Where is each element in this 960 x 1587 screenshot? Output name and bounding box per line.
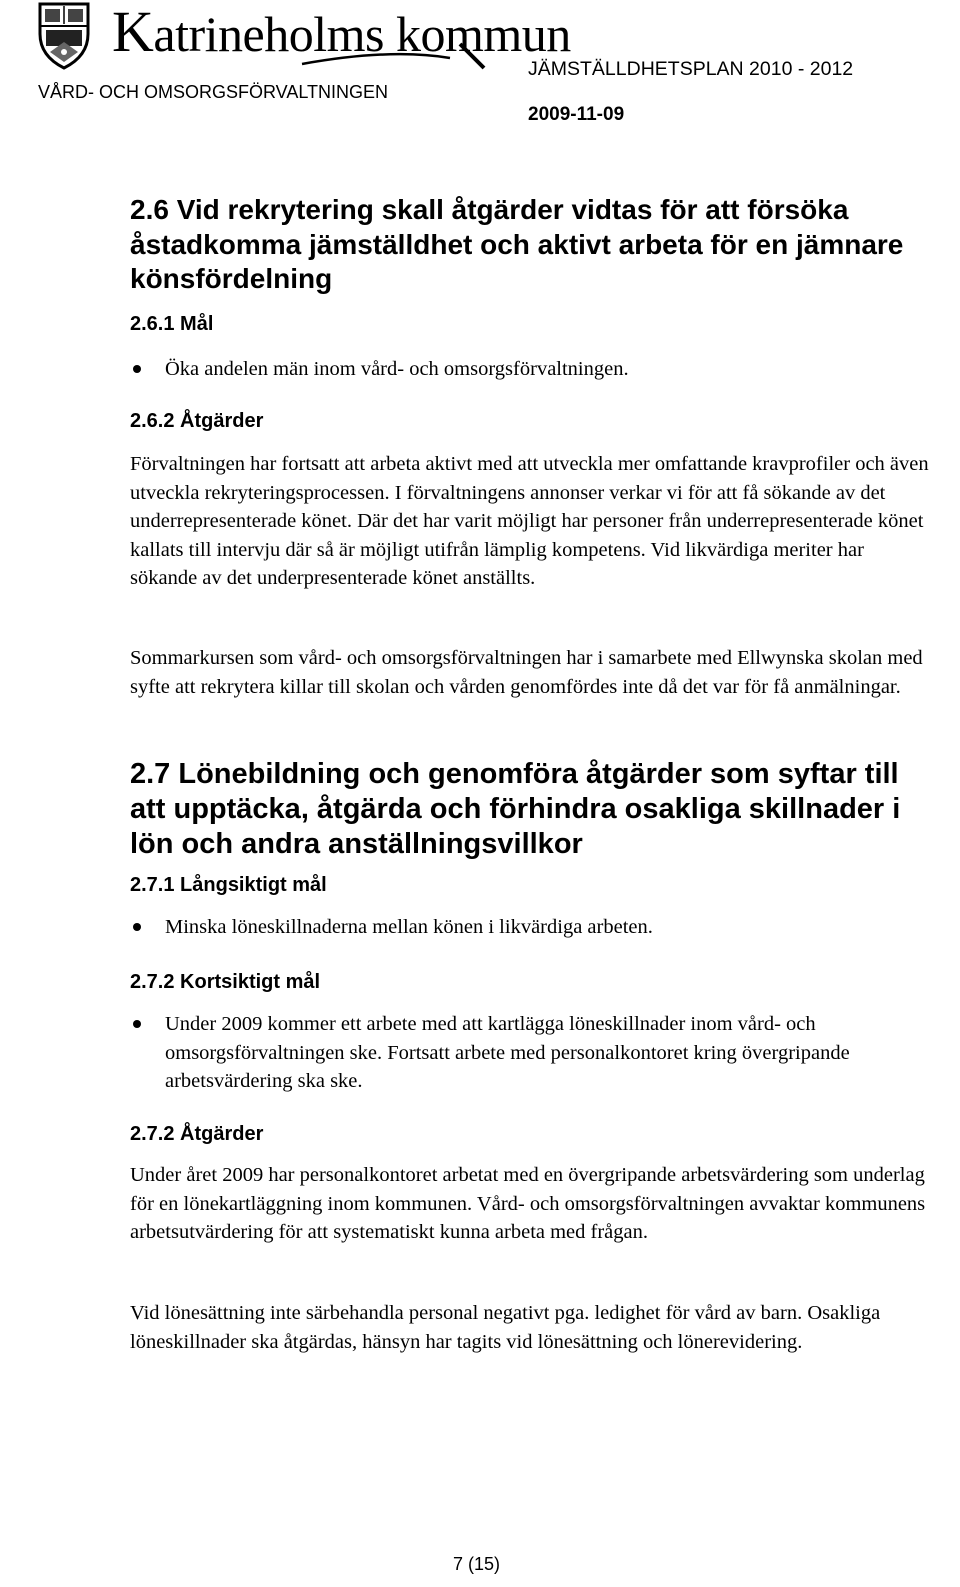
- municipality-name-logo: Katrineholms kommun: [112, 0, 571, 64]
- department-name: VÅRD- OCH OMSORGSFÖRVALTNINGEN: [38, 82, 389, 102]
- subheading-2-6-2: 2.6.2 Åtgärder: [130, 410, 264, 432]
- list-item: Under 2009 kommer ett arbete med att kartlägga löneskillnader inom vård- och omsorgsförvaltningen ske. Fortsatt arbete med personalkontoret kring övergripande arbetsvärdering ska ske.: [165, 1013, 850, 1092]
- subheading-2-7-2-actions: 2.7.2 Åtgärder: [130, 1123, 264, 1145]
- subheading-2-7-2: 2.7.2 Kortsiktigt mål: [130, 971, 321, 993]
- section-heading-2-7: 2.7 Lönebildning och genomföra åtgärder som syftar till att upptäcka, åtgärda och förhindra osakliga skillnader i lön och andra anställningsvillkor: [130, 758, 901, 860]
- logo-swoosh: [300, 38, 490, 70]
- bullet-icon: [133, 365, 141, 373]
- document-title: JÄMSTÄLLDHETSPLAN 2010 - 2012: [528, 58, 854, 80]
- bullet-icon: [133, 923, 141, 931]
- bullet-icon: [133, 1020, 141, 1028]
- document-date: 2009-11-09: [528, 104, 625, 125]
- subheading-2-6-1: 2.6.1 Mål: [130, 313, 214, 335]
- list-item: Minska löneskillnaderna mellan könen i likvärdiga arbeten.: [165, 916, 653, 938]
- page-number: 7 (15): [453, 1554, 501, 1574]
- subheading-2-7-1: 2.7.1 Långsiktigt mål: [130, 874, 327, 896]
- paragraph: Under året 2009 har personalkontoret arbetat med en övergripande arbetsvärdering som underlag för en lönekartläggning inom kommunen. Vård- och omsorgsförvaltningen avvaktar kommunens arbetsutvärdering för att systematiskt kunna arbeta med frågan.: [130, 1164, 926, 1243]
- paragraph: Vid lönesättning inte särbehandla personal negativt pga. ledighet för vård av barn. Osakliga löneskillnader ska åtgärdas, hänsyn har tagits vid lönesättning och lönerevidering.: [130, 1302, 881, 1353]
- municipality-crest-logo: [36, 0, 92, 70]
- section-heading-2-6: 2.6 Vid rekrytering skall åtgärder vidtas för att försöka åstadkomma jämställdhet och aktivt arbeta för en jämnare könsfördelning: [130, 194, 904, 294]
- paragraph: Förvaltningen har fortsatt att arbeta aktivt med att utveckla mer omfattande kravprofiler och även utveckla rekryteringsprocessen. I förvaltningens annonser verkar vi för att få sökande av det underrepresenterade könet. Där det har varit möjligt har personer från underrepresenterade könet kallats till intervju där så är möjligt utifrån lämplig kompetens. Vid likvärdiga meriter har sökande av det underpresenterade könet anställts.: [130, 453, 929, 589]
- paragraph: Sommarkursen som vård- och omsorgsförvaltningen har i samarbete med Ellwynska skolan med syfte att rekrytera killar till skolan och vården genomfördes inte då det var för få anmälningar.: [130, 647, 923, 698]
- list-item: Öka andelen män inom vård- och omsorgsförvaltningen.: [165, 358, 629, 380]
